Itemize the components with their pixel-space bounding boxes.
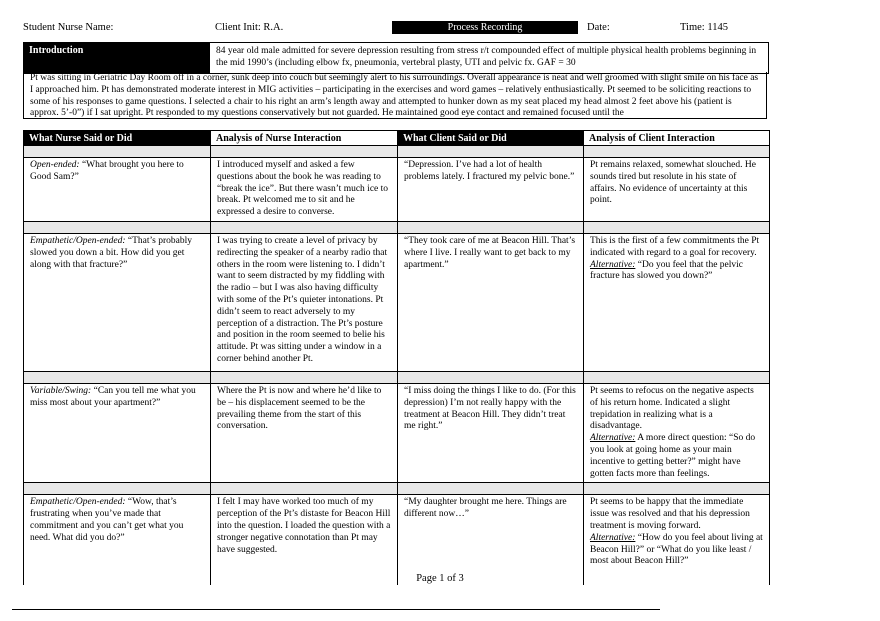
footer-divider — [12, 609, 660, 610]
table-row — [24, 158, 770, 222]
nurse-analysis-cell: I introduced myself and asked a few questions about the book he was reading to “break the ice”. But there wasn’t much ice to break. Pt welcomed me to sit and he expressed a desire to converse. — [211, 158, 398, 222]
client-analysis-cell: Pt seems to refocus on the negative aspects of his return home. Indicated a slight trepidation in realizing what is a disadvantage. Alternative: A more direct question: “So do you look at going home as your main incentive to getting better?” might have gotten facts more than feelings. — [584, 383, 770, 482]
date-label: Date: — [587, 22, 610, 33]
header-nurse-said: What Nurse Said or Did — [24, 131, 211, 146]
client-said-cell: “They took care of me at Beacon Hill. That’s where I live. I really want to get back to my apartment.” — [398, 233, 584, 371]
client-initials-label: Client Init: R.A. — [215, 22, 284, 33]
nurse-said-cell: Variable/Swing: “Can you tell me what you miss most about your apartment?” — [24, 383, 211, 482]
table-row — [24, 233, 770, 371]
process-recording-table — [23, 130, 770, 585]
introduction-label: Introduction — [24, 43, 210, 73]
table-row — [24, 383, 770, 482]
client-analysis-cell: This is the first of a few commitments the Pt indicated with regard to a goal for recovery. Alternative: “Do you feel that the pelvic fracture has slowed you down?” — [584, 233, 770, 371]
client-said-cell: “Depression. I’ve had a lot of health problems lately. I fractured my pelvic bone.” — [398, 158, 584, 222]
form-title: Process Recording — [392, 21, 578, 34]
nurse-said-cell: Empathetic/Open-ended: “Wow, that’s frustrating when you’ve made that commitment and you can’t get what you need. What did you do?” — [24, 495, 211, 585]
time-label: Time: 1145 — [680, 22, 728, 33]
introduction-box — [23, 42, 769, 74]
client-said-cell: “I miss doing the things I like to do. (For this depression) I’m not really happy with the treatment at Beacon Hill. They didn’t treat me right.” — [398, 383, 584, 482]
alternative-label: Alternative: — [590, 433, 636, 444]
alternative-label: Alternative: — [590, 532, 636, 543]
introduction-text: 84 year old male admitted for severe depression resulting from stress r/t compounded effect of multiple physical health problems beginning in the mid 1990’s (including elbow fx, pneumonia, vertebral plasty, UTI and pelvic fx. GAF = 30 — [216, 46, 757, 68]
nurse-said-cell: Empathetic/Open-ended: “That’s probably slowed you down a bit. How did you get along with that fracture?” — [24, 233, 211, 371]
nurse-analysis-cell: I was trying to create a level of privacy by redirecting the speaker of a nearby radio that others in the room were listening to. I didn’t want to seem distracted by my fiddling with the radio – but I was also having difficulty with some of the Pt’s quieter intonations. Pt didn’t seem to react adversely to my perception of a distraction. The Pt’s posture and position in the room seemed to belie his attitude. Pt was sitting under a window in a corner behind another Pt. — [211, 233, 398, 371]
client-analysis-cell: Pt seems to be happy that the immediate issue was resolved and that his depression treatment is moving forward. Alternative: “How do you feel about living at Beacon Hill?” or “What do you like least / most about Beacon Hill?” — [584, 495, 770, 585]
header-nurse-analysis: Analysis of Nurse Interaction — [211, 131, 398, 146]
student-name-label: Student Nurse Name: — [23, 22, 114, 33]
client-analysis-cell: Pt remains relaxed, somewhat slouched. He sounds tired but resolute in his state of affairs. No evidence of uncertainty at this point. — [584, 158, 770, 222]
observation-paragraph: Pt was sitting in Geriatric Day Room off in a corner, sunk deep into couch but seemingly alert to his surroundings. Overall appearance is neat and well groomed with slight smile on his face as I approached him. Pt has demonstrated moderate interest in MIG activities – participating in the exercises and word games – relatively enthusiastically. Pt seemed to be soliciting reactions to some of his responses to game questions. I selected a chair to his right an arm’s length away and attempted to hunker down as my seat placed my head almost 2 feet above his (patient is approx. 5’-0”) if I sat upright. Pt responded to my questions conservatively but not guarded. He maintained good eye contact and remained focused until the — [23, 72, 767, 119]
nurse-analysis-cell: I felt I may have worked too much of my perception of the Pt’s distaste for Beacon Hill into the question. I loaded the question with a stronger negative connotation than Pt may have suggested. — [211, 495, 398, 585]
alternative-label: Alternative: — [590, 259, 636, 270]
page-number: Page 1 of 3 — [416, 573, 464, 584]
header-client-said: What Client Said or Did — [398, 131, 584, 146]
client-said-cell: “My daughter brought me here. Things are different now…” — [398, 495, 584, 585]
nurse-said-cell: Open-ended: “What brought you here to Good Sam?” — [24, 158, 211, 222]
header-client-analysis: Analysis of Client Interaction — [584, 131, 770, 146]
table-row — [24, 495, 770, 585]
nurse-analysis-cell: Where the Pt is now and where he’d like to be – his displacement seemed to be the prevailing theme from the start of this conversation. — [211, 383, 398, 482]
